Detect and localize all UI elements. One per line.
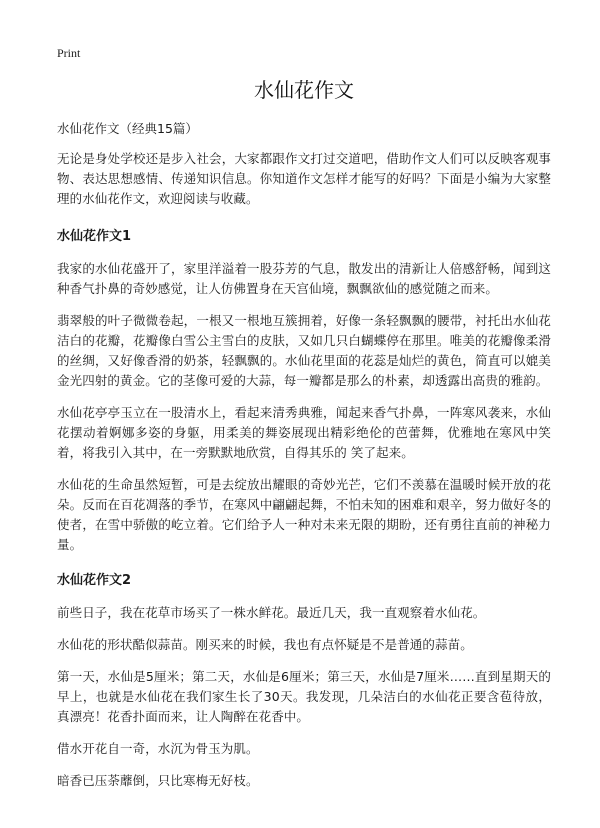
document-body [57,119,551,803]
subtitle: 水仙花作文（经典15篇） [57,121,198,136]
poem-line: 暗香已压荼蘼倒，只比寒梅无好枝。 [57,773,259,788]
paragraph: 前些日子，我在花草市场买了一株水鲜花。最近几天，我一直观察着水仙花。 [57,605,486,620]
paragraph: 水仙花亭亭玉立在一股清水上，看起来清秀典雅，闻起来香气扑鼻，一阵寒风袭来，水仙花摆动着婀娜多姿的身躯，用柔美的舞姿展现出精彩绝伦的芭蕾舞，优雅地在寒风中笑着，将我引入其中，在一旁默默地欣赏，自得其乐的 笑了起来。 [57,405,551,460]
page-title: 水仙花作文 [254,78,354,102]
paragraph: 我家的水仙花盛开了，家里洋溢着一股芬芳的气息，散发出的清新让人倍感舒畅，闻到这种香气扑鼻的奇妙感觉，让人仿佛置身在天宫仙境，飘飘欲仙的感觉随之而来。 [57,261,551,296]
paragraph: 水仙花的形状酷似蒜苗。刚买来的时候，我也有点怀疑是不是普通的蒜苗。 [57,637,473,652]
poem-line: 借水开花自一奇，水沉为骨玉为肌。 [57,741,259,756]
paragraph: 翡翠般的叶子微微卷起，一根又一根地互簇拥着，好像一条轻飘飘的腰带，衬托出水仙花洁白的花瓣，花瓣像白雪公主雪白的皮肤，又如几只白蝴蝶停在那里。唯美的花瓣像柔滑的丝绸，又好像香滑的奶茶，轻飘飘的。水仙花里面的花蕊是灿烂的黄色，简直可以媲美金光四射的黄金。它的茎像可爱的大蒜，每一瓣都是那么的朴素，却透露出高贵的雅韵。 [57,313,551,388]
intro-paragraph: 无论是身处学校还是步入社会，大家都跟作文打过交道吧，借助作文人们可以反映客观事物、表达思想感情、传递知识信息。你知道作文怎样才能写的好吗？下面是小编为大家整理的水仙花作文，欢迎阅读与收藏。 [57,151,551,206]
section-heading: 水仙花作文2 [57,573,132,588]
paragraph: 第一天，水仙是5厘米；第二天，水仙是6厘米；第三天，水仙是7厘米……直到星期天的早上，也就是水仙花在我们家生长了30天。我发现，几朵洁白的水仙花正要含苞待放，真漂亮！花香扑面而来，让人陶醉在花香中。 [57,669,551,724]
paragraph: 水仙花的生命虽然短暂，可是去绽放出耀眼的奇妙光芒，它们不羡慕在温暖时候开放的花朵。反而在百花凋落的季节，在寒风中翩翩起舞，不怕未知的困难和艰辛，努力做好冬的使者，在雪中骄傲的屹立着。它们给予人一种对未来无限的期盼，还有勇往直前的神秘力量。 [57,477,551,552]
section-essay-2 [57,571,551,791]
section-essay-1 [57,227,551,555]
print-link[interactable]: Print [57,46,81,60]
section-heading: 水仙花作文1 [57,229,132,244]
